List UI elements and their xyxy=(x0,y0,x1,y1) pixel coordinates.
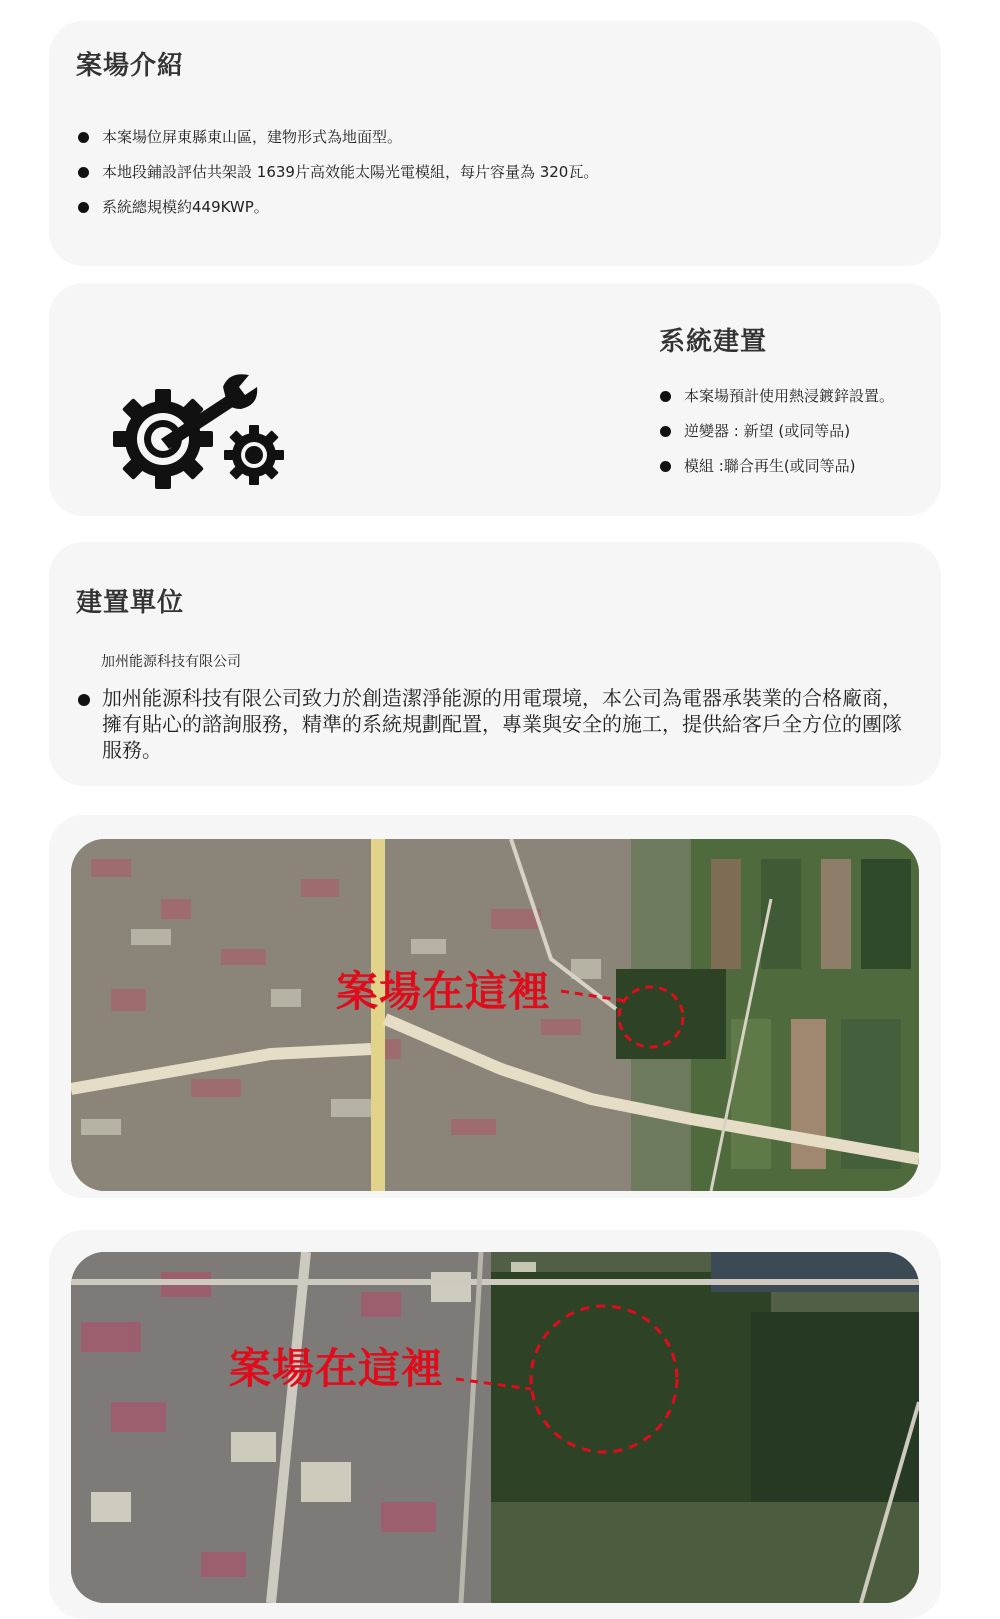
system-card xyxy=(49,283,941,516)
system-title: 系統建置 xyxy=(659,327,768,357)
intro-item: 本案場位屏東縣東山區，建物形式為地面型。 xyxy=(78,125,598,160)
site-marker-label: 案場在這裡 xyxy=(336,967,552,1016)
system-list xyxy=(660,384,894,489)
builder-description: 加州能源科技有限公司致力於創造潔淨能源的用電環境，本公司為電器承裝業的合格廠商，擁有貼心的諮詢服務，精準的系統規劃配置，專業與安全的施工，提供給客戶全方位的團隊服務。 xyxy=(78,685,908,763)
system-item: 逆變器 : 新望 (或同等品) xyxy=(660,419,894,454)
satellite-map-1 xyxy=(71,839,919,1191)
intro-list xyxy=(78,125,598,230)
map-card-1 xyxy=(49,815,941,1198)
builder-company-name: 加州能源科技有限公司 xyxy=(101,654,241,670)
site-marker-label: 案場在這裡 xyxy=(229,1344,445,1393)
builder-card xyxy=(49,542,941,786)
system-item: 模組 :聯合再生(或同等品) xyxy=(660,454,894,489)
map-card-2 xyxy=(49,1230,941,1619)
satellite-map-2 xyxy=(71,1252,919,1603)
intro-title: 案場介紹 xyxy=(76,51,185,81)
system-item: 本案場預計使用熱浸鍍鋅設置。 xyxy=(660,384,894,419)
intro-item: 本地段鋪設評估共架設 1639片高效能太陽光電模組，每片容量為 320瓦。 xyxy=(78,160,598,195)
intro-item: 系統總規模約449KWP。 xyxy=(78,195,598,230)
gear-wrench-icon xyxy=(111,373,291,495)
intro-card xyxy=(49,21,941,266)
builder-title: 建置單位 xyxy=(76,588,185,618)
